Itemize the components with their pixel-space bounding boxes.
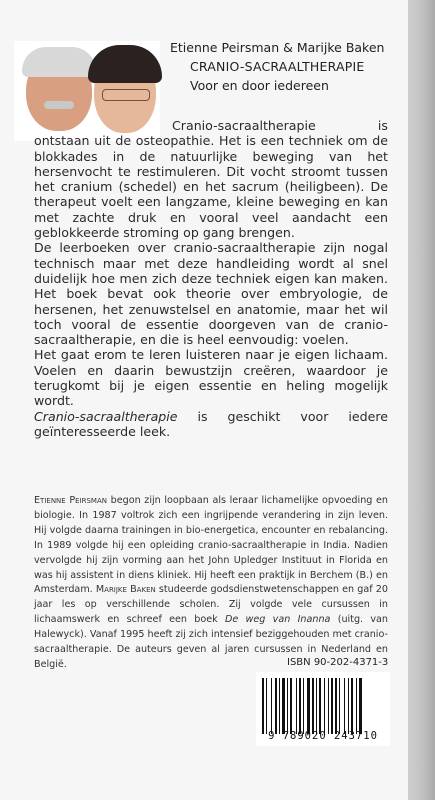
barcode-stripe (335, 678, 337, 734)
barcode-stripe (331, 678, 333, 734)
barcode-stripe (303, 678, 304, 734)
bio-text-1: begon zijn loopbaan als leraar lichamelijke opvoeding en biologie. In 1987 voltrok zich een ingrijpende verandering in zijn leven. Hij volgde daarna trainingen in bio-energetica, encounter en rebalancing. In 1989 volgde hij een opleiding cranio-sacraaltherapie in India. Nadien vervolgde hij zijn vorming aan het John Upledger Instituut in Florida en was hij assistent in diens kliniek. Hij heeft een praktijk in Berchem (B.) en Amsterdam. (34, 495, 388, 596)
page-edge (408, 0, 435, 800)
book-subtitle: Voor en door iedereen (190, 78, 329, 93)
author-names: Etienne Peirsman & Marijke Baken (170, 40, 385, 55)
barcode-stripe (290, 678, 292, 734)
barcode-stripe (324, 678, 325, 734)
barcode-stripe (282, 678, 285, 734)
barcode-stripe (275, 678, 277, 734)
barcode-stripe (359, 678, 362, 734)
bio-name-2: Marijke Baken (95, 584, 156, 596)
blurb-text (34, 118, 388, 439)
barcode-stripe (344, 678, 345, 734)
barcode-stripe (339, 678, 340, 734)
blurb-paragraph-3: Het gaat erom te leren luisteren naar je eigen lichaam. Voelen en daarin bewustzijn creëren, waardoor je terugkomt bij je eigen essentie en heling mogelijk wordt. (34, 347, 388, 409)
barcode-stripe (296, 678, 297, 734)
bio-text-2: studeerde godsdienstwetenschappen en gaf 20 jaar les op verschillende scholen. Zij volgde vele cursussen in lichaamswerk en schreef een boek (34, 584, 388, 626)
barcode-stripe (328, 678, 329, 734)
barcode-digits: 9 789020 243710 (268, 730, 378, 742)
blurb-paragraph-2: De leerboeken over cranio-sacraaltherapie zijn nogal technisch maar met deze handleiding wordt al snel duidelijk hoe men zich deze techniek eigen kan maken. Het boek bevat ook theorie over embryologie, de hersenen, het zenuwstelsel en anatomie, maar het wil toch vooral de essentie doorgeven van de cranio-sacraaltherapie, en die is heel eenvoudig: voelen. (34, 240, 388, 348)
blurb-title-italic: Cranio-sacraaltherapie (34, 408, 178, 424)
barcode-stripe (299, 678, 301, 734)
barcode-stripe (312, 678, 314, 734)
barcode-stripe (266, 678, 267, 734)
barcode-stripe (348, 678, 349, 734)
author-biography (34, 494, 388, 673)
barcode-stripe (307, 678, 310, 734)
blurb-paragraph-4-rest: is geschikt voor iedere geïnteresseerde leek. (34, 408, 388, 439)
barcode-stripe (351, 678, 353, 734)
blurb-paragraph-4 (34, 409, 388, 440)
book-title: CRANIO-SACRAALTHERAPIE (190, 59, 365, 74)
bio-name-1: Etienne Peirsman (34, 495, 107, 506)
bio-text-3: (uitg. van Halewyck). Vanaf 1995 heeft zij zich intensief beziggehouden met cranio-sacraaltherapie. De auteurs geven al jaren cursussen in Nederland en België. (34, 614, 389, 670)
barcode-stripe (356, 678, 357, 734)
barcode (256, 672, 390, 746)
blurb-paragraph-1: Cranio-sacraaltherapie is ontstaan uit de osteopathie. Het is een techniek om de blokkades in de natuurlijke beweging van het hersenvocht te restimuleren. Dit vocht stroomt tussen het cranium (schedel) en het sacrum (heiligbeen). De therapeut voelt een langzame, kleine beweging en kan met zachte druk en vooral veel aandacht een geblokkeerde stroming op gang brengen. (34, 118, 388, 241)
barcode-stripe (271, 678, 272, 734)
barcode-stripe (319, 678, 321, 734)
barcode-stripe (316, 678, 317, 734)
barcode-stripe (287, 678, 288, 734)
barcode-stripe (262, 678, 264, 734)
barcode-bars (262, 678, 384, 734)
isbn-label: ISBN 90-202-4371-3 (287, 657, 389, 668)
bio-book-title: De weg van Inanna (224, 614, 331, 626)
barcode-stripe (279, 678, 280, 734)
